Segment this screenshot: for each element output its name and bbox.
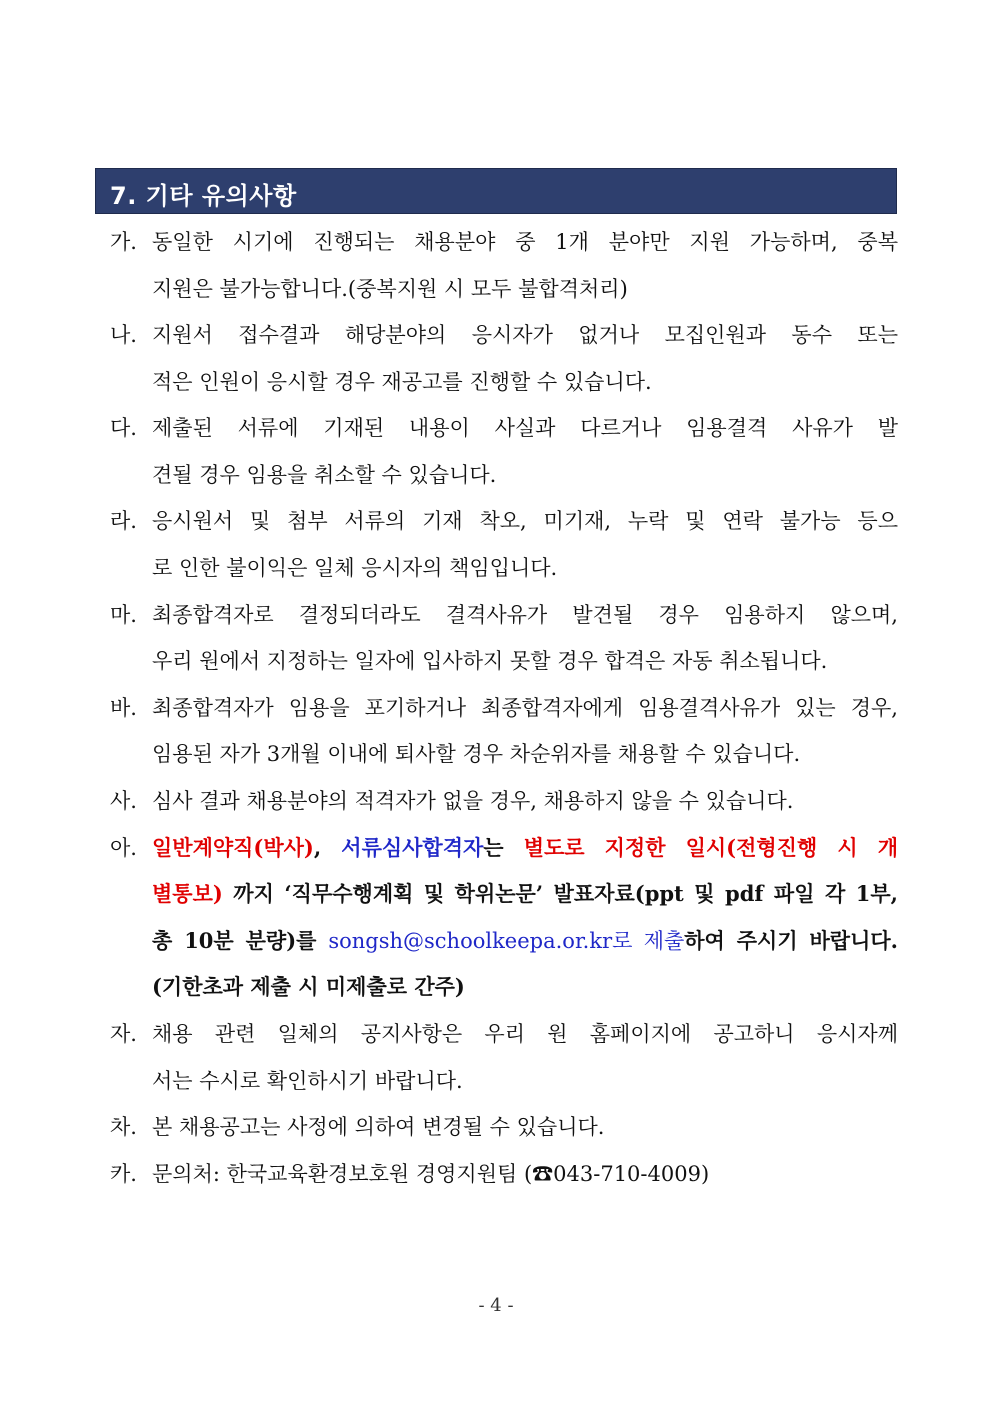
item-marker: 마. [110,603,137,627]
item-ma-line-1: 마. 최종합격자로 결정되더라도 결격사유가 발견될 경우 임용하지 않으며, [110,600,898,630]
item-na-line-2: 적은 인원이 응시할 경우 재공고를 진행할 수 있습니다. [152,370,652,394]
applicant-group: 서류심사합격자 [341,835,484,860]
item-marker: 사. [110,789,137,813]
item-ja-line-2: 서는 수시로 확인하시기 바랍니다. [152,1069,463,1093]
contact-info: 문의처: 한국교육환경보호원 경영지원팀 (☎043-710-4009) [152,1162,710,1186]
item-a-line-4: (기한초과 제출 시 미제출로 간주) [152,974,465,999]
item-ka-line-1 [110,1159,898,1189]
item-marker: 가. [110,230,137,254]
page-number: - 4 - [478,1295,514,1316]
item-ma-line-2: 우리 원에서 지정하는 일자에 입사하지 못할 경우 합격은 자동 취소됩니다. [152,649,828,673]
submission-email: songsh@schoolkeepa.or.kr [328,929,613,953]
item-marker: 다. [110,416,137,440]
item-marker: 나. [110,323,137,347]
schedule-note: 별도로 지정한 일시(전형진행 시 개 [523,835,898,860]
item-sa-line-1: 사. 심사 결과 채용분야의 적격자가 없을 경우, 채용하지 않을 수 있습니다. [110,786,898,816]
item-na-line-1: 나. 지원서 접수결과 해당분야의 응시자가 없거나 모집인원과 동수 또는 [110,320,898,350]
item-a-line-1: 아. 일반계약직(박사), 서류심사합격자는 별도로 지정한 일시(전형진행 시 개 [110,833,898,863]
item-marker: 바. [110,696,137,720]
item-ga-line-2: 지원은 불가능합니다.(중복지원 시 모두 불합격처리) [152,277,628,301]
item-marker: 차. [110,1115,137,1139]
section-title: 7. 기타 유의사항 [110,182,297,210]
item-cha-line-1: 차. 본 채용공고는 사정에 의하여 변경될 수 있습니다. [110,1112,898,1142]
position-name: 일반계약직(박사) [152,835,314,860]
item-ra-line-2: 로 인한 불이익은 일체 응시자의 책임입니다. [152,556,558,580]
item-ba-line-2: 임용된 자가 3개월 이내에 퇴사할 경우 차순위자를 채용할 수 있습니다. [152,742,801,766]
item-ga-line-1: 가. 동일한 시기에 진행되는 채용분야 중 1개 분야만 지원 가능하며, 중복 [110,227,898,257]
item-da-line-1: 다. 제출된 서류에 기재된 내용이 사실과 다르거나 임용결격 사유가 발 [110,413,898,443]
item-marker: 아. [110,836,137,860]
item-marker: 자. [110,1022,137,1046]
item-ja-line-1: 자. 채용 관련 일체의 공지사항은 우리 원 홈페이지에 공고하니 응시자께 [110,1019,898,1049]
item-marker: 라. [110,509,137,533]
item-ra-line-1: 라. 응시원서 및 첨부 서류의 기재 착오, 미기재, 누락 및 연락 불가능 등으 [110,506,898,536]
item-da-line-2: 견될 경우 임용을 취소할 수 있습니다. [152,463,497,487]
item-ba-line-1: 바. 최종합격자가 임용을 포기하거나 최종합격자에게 임용결격사유가 있는 경우, [110,693,898,723]
section-header-bar [95,168,897,214]
item-a-line-3: 총 10분 분량)를 songsh@schoolkeepa.or.kr로 제출하여 주시기 바랍니다. [152,928,898,953]
item-marker: 카. [110,1162,137,1186]
item-a-line-2: 별통보) 까지 ‘직무수행계획 및 학위논문’ 발표자료(ppt 및 pdf 파일 각 1부, [152,881,898,906]
